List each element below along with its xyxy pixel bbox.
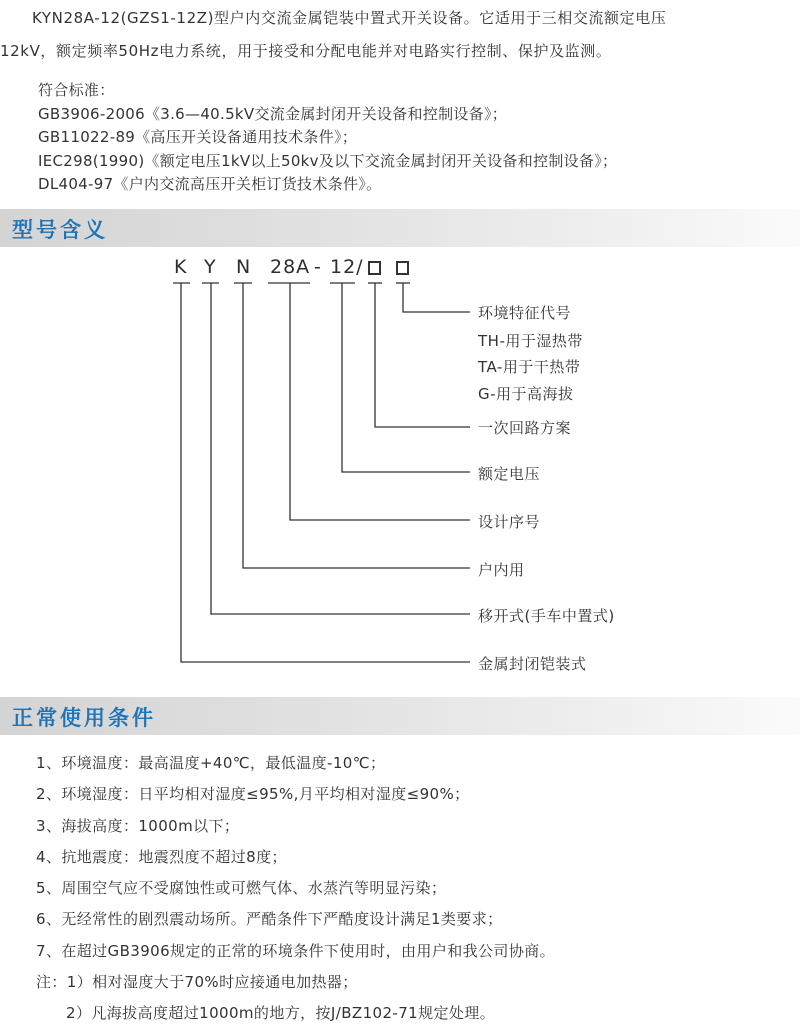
standard-item: GB11022-89《高压开关设备通用技术条件》； <box>38 128 358 146</box>
condition-item: 3、海拔高度：1000m以下； <box>36 817 240 835</box>
code-letter-k: K <box>174 256 188 278</box>
standard-item: GB3906-2006《3.6—40.5kV交流金属封闭开关设备和控制设备》； <box>38 105 508 123</box>
code-letter-y: Y <box>204 256 217 278</box>
label-primary-scheme: 一次回路方案 <box>478 419 572 437</box>
label-environment-code: 环境特征代号 <box>478 304 572 322</box>
label-indoor: 户内用 <box>478 561 525 579</box>
condition-item: 4、抗地震度：地震烈度不超过8度； <box>36 848 287 866</box>
intro-line-2: 12kV，额定频率50Hz电力系统，用于接受和分配电能并对电路实行控制、保护及监测。 <box>0 42 612 60</box>
condition-item: 2、环境湿度：日平均相对湿度≤95%,月平均相对湿度≤90%； <box>36 785 470 803</box>
standard-item: IEC298(1990)《额定电压1kV以上50kv及以下交流金属封闭开关设备和控制设备》； <box>38 152 618 170</box>
note-item: 注：1）相对湿度大于70%时应接通电加热器； <box>36 973 358 991</box>
condition-item: 1、环境温度：最高温度+40℃，最低温度-10℃； <box>36 754 386 772</box>
label-metal-clad: 金属封闭铠装式 <box>478 655 587 673</box>
model-code-diagram <box>0 252 800 672</box>
standard-item: DL404-97《户内交流高压开关柜订货技术条件》。 <box>38 175 382 193</box>
standards-heading: 符合标准： <box>38 81 115 99</box>
label-ta: TA-用于干热带 <box>478 358 581 376</box>
leader-lines <box>0 252 800 672</box>
note-item: 2）凡海拔高度超过1000m的地方，按J/BZ102-71规定处理。 <box>66 1004 496 1022</box>
label-g: G-用于高海拔 <box>478 385 574 403</box>
condition-item: 7、在超过GB3906规定的正常的环境条件下使用时，由用户和我公司协商。 <box>36 942 556 960</box>
label-withdrawable: 移开式(手车中置式) <box>478 607 615 625</box>
code-design-number: 28A <box>270 256 311 278</box>
code-rated-voltage: 12/ <box>330 256 364 278</box>
condition-item: 5、周围空气应不受腐蚀性或可燃气体、水蒸汽等明显污染； <box>36 879 447 897</box>
intro-line-1: KYN28A-12(GZS1-12Z)型户内交流金属铠装中置式开关设备。它适用于三相交流额定电压 <box>32 9 667 27</box>
label-design-number: 设计序号 <box>478 513 541 531</box>
label-rated-voltage: 额定电压 <box>478 465 541 483</box>
model-section-header <box>0 209 800 247</box>
code-letter-n: N <box>236 256 252 278</box>
label-th: TH-用于湿热带 <box>478 332 583 350</box>
conditions-section-header <box>0 697 800 735</box>
condition-item: 6、无经常性的剧烈震动场所。严酷条件下严酷度设计满足1类要求； <box>36 910 503 928</box>
conditions-section-title: 正常使用条件 <box>12 706 156 730</box>
model-section-title: 型号含义 <box>12 218 108 242</box>
code-dash: - <box>314 256 322 278</box>
